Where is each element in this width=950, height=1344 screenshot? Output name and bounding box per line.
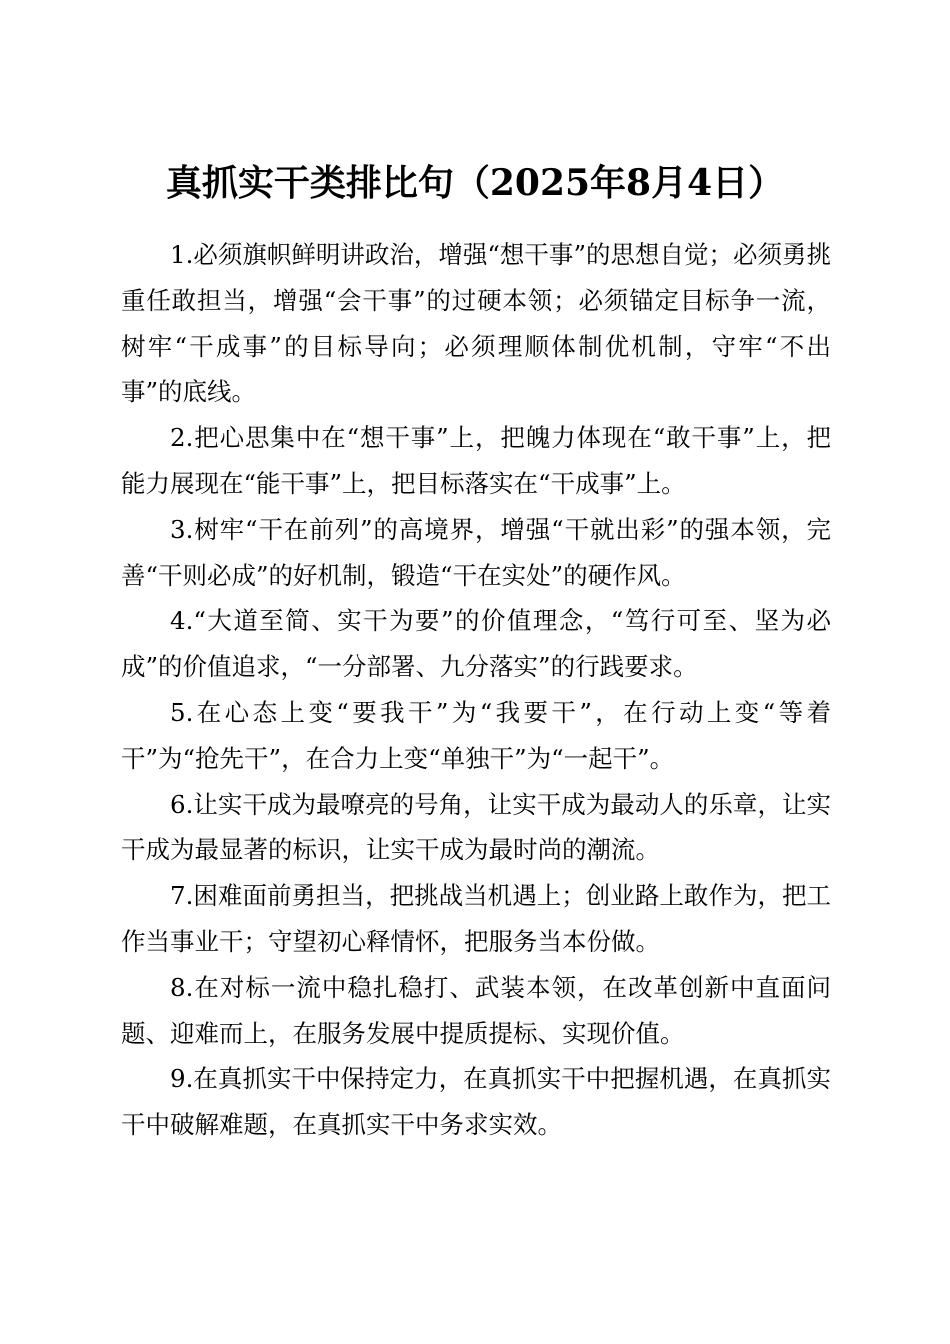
paragraph-5: 5.在心态上变“要我干”为“我要干”，在行动上变“等着干”为“抢先干”，在合力上变“单独干”为“一起干”。 [121,697,831,773]
paragraph-4: 4.“大道至简、实干为要”的价值理念，“笃行可至、坚为必成”的价值追求，“一分部署、九分落实”的行践要求。 [121,606,831,682]
paragraph-2: 2.把心思集中在“想干事”上，把魄力体现在“敢干事”上，把能力展现在“能干事”上，把目标落实在“干成事”上。 [121,423,831,498]
paragraph-7: 7.困难面前勇担当，把挑战当机遇上；创业路上敢作为，把工作当事业干；守望初心释情怀，把服务当本份做。 [121,881,831,956]
document-body [121,232,831,1148]
paragraph-1: 1.必须旗帜鲜明讲政治，增强“想干事”的思想自觉；必须勇挑重任敢担当，增强“会干事”的过硬本领；必须锚定目标争一流，树牢“干成事”的目标导向；必须理顺体制优机制，守牢“不出事”的底线。 [121,240,831,407]
paragraph-6: 6.让实干成为最嘹亮的号角，让实干成为最动人的乐章，让实干成为最显著的标识，让实干成为最时尚的潮流。 [121,789,831,865]
document-title: 真抓实干类排比句（2025年8月4日） [165,162,785,205]
paragraph-3: 3.树牢“干在前列”的高境界，增强“干就出彩”的强本领，完善“干则必成”的好机制，锻造“干在实处”的硬作风。 [121,514,831,590]
paragraph-8: 8.在对标一流中稳扎稳打、武装本领，在改革创新中直面问题、迎难而上，在服务发展中提质提标、实现价值。 [121,972,831,1048]
paragraph-9: 9.在真抓实干中保持定力，在真抓实干中把握机遇，在真抓实干中破解难题，在真抓实干中务求实效。 [121,1064,831,1140]
